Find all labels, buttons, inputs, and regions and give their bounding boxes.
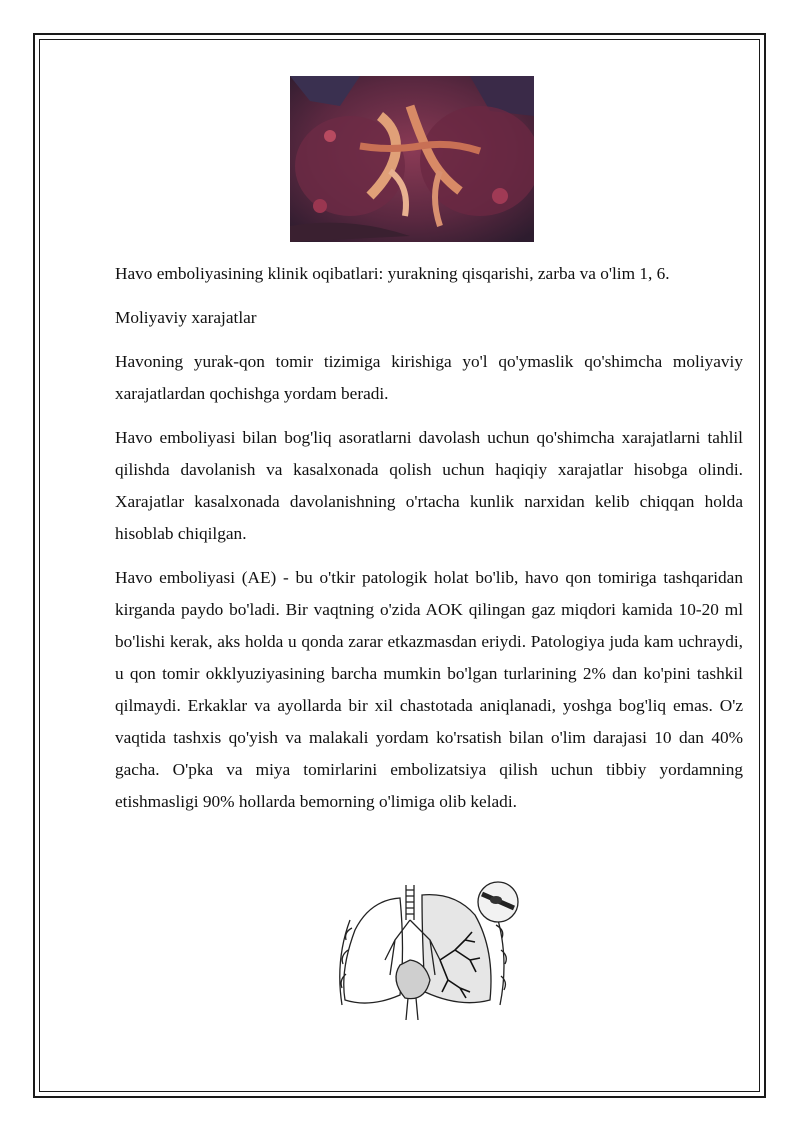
lungs-embolism-diagram [330,880,540,1025]
paragraph: Havo emboliyasining klinik oqibatlari: yurakning qisqarishi, zarba va o'lim 1, 6. [115,264,670,283]
body-text [115,258,743,830]
section-heading: Moliyaviy xarajatlar [115,308,257,327]
paragraph: Havoning yurak-qon tomir tizimiga kirishiga yo'l qo'ymaslik qo'shimcha moliyaviy xarajatlardan qochishga yordam beradi. [115,352,743,403]
paragraph: Havo emboliyasi (AE) - bu o'tkir patologik holat bo'lib, havo qon tomiriga tashqaridan kirganda paydo bo'ladi. Bir vaqtning o'zida AOK qilingan gaz miqdori kamida 10-20 ml bo'lishi kerak, aks holda u qonda zarar etkazmasdan eriydi. Patologiya juda kam uchraydi, u qon tomir okklyuziyasining barcha mumkin bo'lgan turlarining 2% dan ko'pini tashkil qilmaydi. Erkaklar va ayollarda bir xil chastotada aniqlanadi, yoshga bog'liq emas. O'z vaqtida tashxis qo'yish va malakali yordam ko'rsatish bilan o'lim darajasi 10 dan 40% gacha. O'pka va miya tomirlarini embolizatsiya qilish uchun tibbiy yordamning etishmasligi 90% hollarda bemorning o'limiga olib keladi. [115,568,743,811]
lung-specimen-photo [290,76,534,242]
paragraph: Havo emboliyasi bilan bog'liq asoratlarni davolash uchun qo'shimcha xarajatlarni tahlil qilishda davolanish va kasalxonada qolish uchun haqiqiy xarajatlar hisobga olindi. Xarajatlar kasalxonada davolanishning o'rtacha kunlik narxidan kelib chiqqan holda hisoblab chiqilgan. [115,428,743,543]
